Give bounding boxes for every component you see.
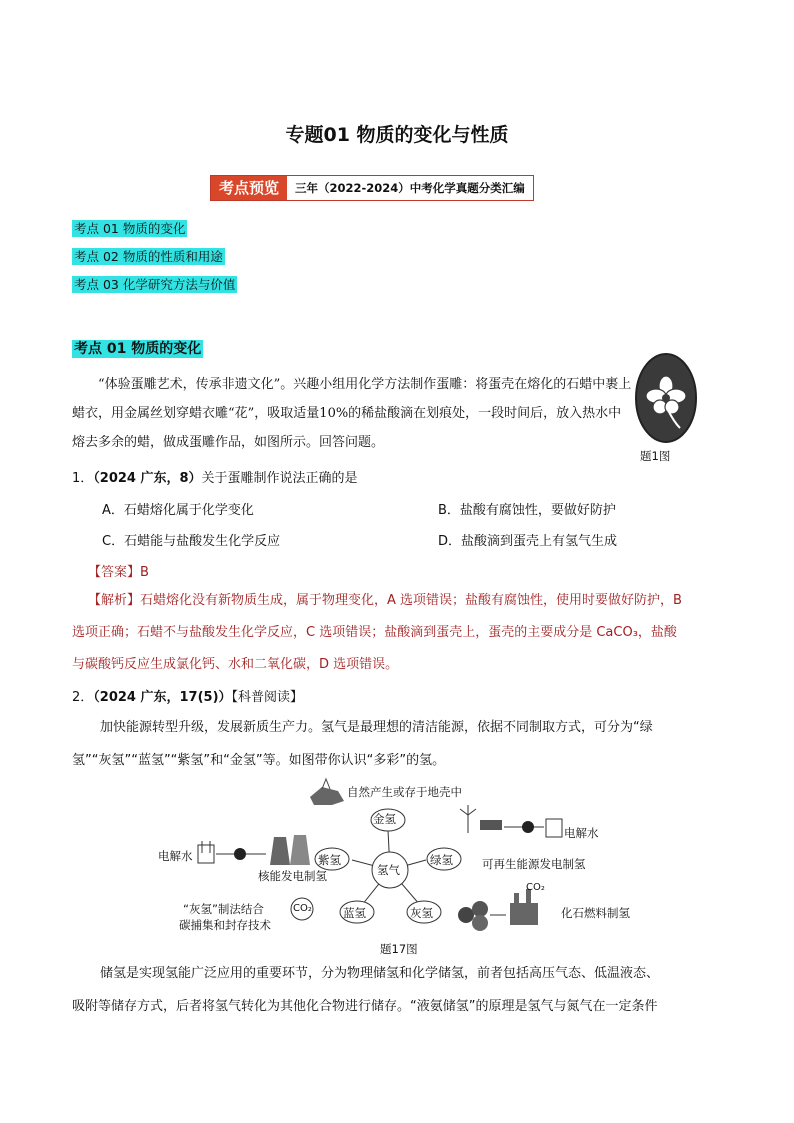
question-source: （2024 广东，8） <box>93 471 202 486</box>
electrolysis-left-label: 电解水 <box>158 849 193 863</box>
answer-label: 【答案】 <box>88 565 141 580</box>
fossil-label: 化石燃料制氢 <box>561 906 630 920</box>
q2-para2-line1: 储氢是实现氢能广泛应用的重要环节，分为物理储氢和化学储氢，前者包括高压气态、低温液态、 <box>100 966 660 981</box>
intro-paragraph: “体验蛋雕艺术，传承非遗文化”。兴趣小组用化学方法制作蛋雕：将蛋壳在熔化的石蜡中裹上蜡衣，用金属丝划穿蜡衣雕“花”，吸取适量10%的稀盐酸滴在划痕处，一段时间后，放入热水中熔去多余的蜡，做成蛋雕作品，如图所示。回答问题。 <box>72 377 632 450</box>
banner-subtitle: 三年（2022-2024）中考化学真题分类汇编 <box>287 176 533 200</box>
wind-solar-icon <box>460 805 502 833</box>
toc-item-2[interactable] <box>72 246 225 265</box>
grey-method-label: “灰氢”制法结合 <box>183 902 264 916</box>
analysis-line-2: 选项正确；石蜡不与盐酸发生化学反应，C 选项错误；盐酸滴到蛋壳上，蛋壳的主要成分是 CaCO₃，盐酸 <box>72 625 677 640</box>
co2-label-left: CO₂ <box>293 903 312 914</box>
question-number: 1． <box>72 471 94 486</box>
toc-label: 考点 02 物质的性质和用途 <box>74 249 223 264</box>
analysis-text: 石蜡熔化没有新物质生成，属于物理变化，A 选项错误；盐酸有腐蚀性，使用时要做好防护，B <box>140 593 682 608</box>
toc-item-3[interactable] <box>72 274 237 293</box>
option-c[interactable]: C．石蜡能与盐酸发生化学反应 <box>102 534 281 549</box>
diagram-caption: 题17图 <box>380 942 418 956</box>
question-stem: 关于蛋雕制作说法正确的是 <box>201 471 358 486</box>
electrolysis-icon-left <box>198 841 214 863</box>
question-source: （2024 广东，17(5)） <box>93 690 232 705</box>
answer-value: B <box>140 565 149 580</box>
option-d[interactable]: D．盐酸滴到蛋壳上有氢气生成 <box>438 534 618 549</box>
toc-item-1[interactable] <box>72 218 187 237</box>
answer-line <box>88 561 149 580</box>
node-label-grey: 灰氢 <box>410 906 433 920</box>
lightning-icon <box>522 821 534 833</box>
ccs-label: 碳捕集和封存技术 <box>179 918 271 932</box>
co2-label-right: CO₂ <box>526 882 545 893</box>
electrolysis-right-label: 电解水 <box>564 826 599 840</box>
option-a[interactable]: A．石蜡熔化属于化学变化 <box>102 503 254 518</box>
preview-banner <box>210 175 534 201</box>
question-1 <box>72 467 358 486</box>
q2-para2-line2: 吸附等储存方式，后者将氢气转化为其他化合物进行储存。“液氨储氢”的原理是氢气与氮气在一定条件 <box>72 999 658 1014</box>
rock-icon <box>310 779 344 805</box>
natural-label: 自然产生或存于地壳中 <box>347 785 462 799</box>
node-label-blue: 蓝氢 <box>343 906 366 920</box>
egg-carving-figure <box>634 352 698 444</box>
node-label-purple: 紫氢 <box>318 853 341 867</box>
figure-caption-1: 题1图 <box>640 449 671 463</box>
question-number: 2． <box>72 690 94 705</box>
center-label: 氢气 <box>377 863 400 877</box>
question-2 <box>72 686 303 705</box>
analysis-line-1 <box>72 585 744 617</box>
node-label-gold: 金氢 <box>373 812 396 826</box>
q2-para1-line2: 氢”“灰氢”“蓝氢”“紫氢”和“金氢”等。如图带你认识“多彩”的氢。 <box>72 753 446 768</box>
nuclear-label: 核能发电制氢 <box>258 869 327 883</box>
electrolysis-icon-right <box>546 819 562 837</box>
node-label-green: 绿氢 <box>430 853 453 867</box>
nuclear-plant-icon <box>270 835 310 865</box>
analysis-line-3: 与碳酸钙反应生成氯化钙、水和二氧化碳，D 选项错误。 <box>72 657 399 672</box>
q2-para1-line1: 加快能源转型升级，发展新质生产力。氢气是最理想的清洁能源，依据不同制取方式，可分为“绿 <box>100 720 653 735</box>
question-tag: 【科普阅读】 <box>231 690 304 705</box>
toc-label: 考点 01 物质的变化 <box>74 221 186 236</box>
q2-paragraph-1 <box>72 711 744 777</box>
lightning-icon <box>234 848 246 860</box>
section-heading <box>72 338 203 358</box>
section-heading-label: 考点 01 物质的变化 <box>74 341 202 357</box>
analysis <box>72 585 744 681</box>
analysis-label: 【解析】 <box>88 593 141 608</box>
page-title: 专题01 物质的变化与性质 <box>285 124 509 146</box>
fossil-fuel-icon <box>458 889 538 931</box>
toc-label: 考点 03 化学研究方法与价值 <box>74 277 236 292</box>
renewable-label: 可再生能源发电制氢 <box>482 857 586 871</box>
q2-paragraph-2 <box>72 957 744 1023</box>
banner-tag: 考点预览 <box>211 176 287 200</box>
option-b[interactable]: B．盐酸有腐蚀性，要做好防护 <box>438 503 616 518</box>
